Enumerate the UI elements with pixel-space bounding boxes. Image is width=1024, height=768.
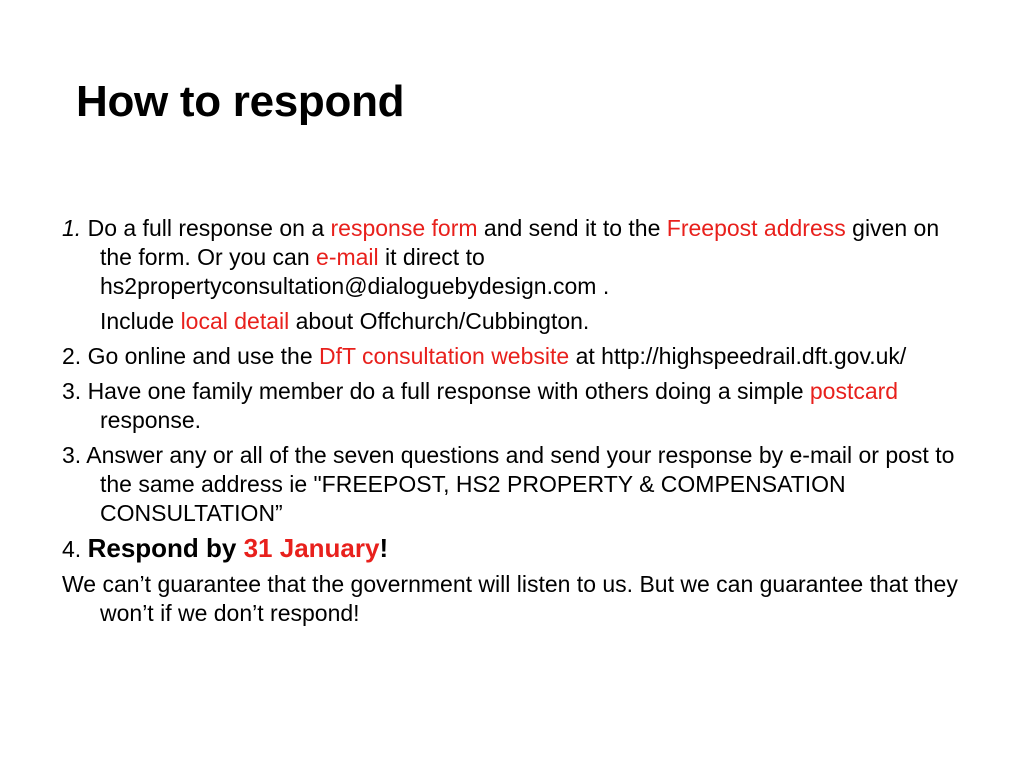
item-2-text-a: 2. Go online and use the <box>62 343 320 369</box>
local-detail-link[interactable]: local detail <box>180 308 290 334</box>
response-form-link[interactable]: response form <box>330 215 478 241</box>
item-1-text-d: it direct to hs2propertyconsultation@dialoguebydesign.com . <box>100 244 610 299</box>
item-4-number: 4. <box>62 536 88 562</box>
item-1-text-a: Do a full response on a <box>81 215 331 241</box>
slide-body <box>62 214 962 634</box>
item-1-number: 1. <box>62 215 82 241</box>
item-1-detail-text-b: about Offchurch/Cubbington. <box>289 308 590 334</box>
item-1-detail <box>62 307 962 336</box>
item-4-text-b: ! <box>379 533 389 563</box>
item-1 <box>62 214 962 301</box>
item-4-text-a: Respond by <box>87 533 244 563</box>
postcard-link[interactable]: postcard <box>809 378 899 404</box>
item-2 <box>62 342 962 371</box>
item-3-text-a: 3. Have one family member do a full response with others doing a simple <box>62 378 810 404</box>
item-3b: 3. Answer any or all of the seven questions and send your response by e-mail or post to the same address ie "FREEPOST, HS2 PROPERTY & COMPENSATION CONSULTATION” <box>62 442 955 526</box>
dft-consultation-website-link[interactable]: DfT consultation website <box>319 343 570 369</box>
item-3 <box>62 377 962 435</box>
deadline-date: 31 January <box>243 533 380 563</box>
closing-statement: We can’t guarantee that the government will listen to us. But we can guarantee that they won’t if we don’t respond! <box>62 571 958 626</box>
freepost-address-link[interactable]: Freepost address <box>666 215 846 241</box>
item-2-text-b: at http://highspeedrail.dft.gov.uk/ <box>569 343 907 369</box>
item-1-detail-text-a: Include <box>100 308 181 334</box>
item-3-text-b: response. <box>100 407 202 433</box>
item-1-text-b: and send it to the <box>477 215 667 241</box>
item-1-text-c: given on the form. Or you can <box>100 215 940 270</box>
item-4 <box>62 534 962 564</box>
email-link[interactable]: e-mail <box>316 244 379 270</box>
slide-title: How to respond <box>76 77 405 126</box>
